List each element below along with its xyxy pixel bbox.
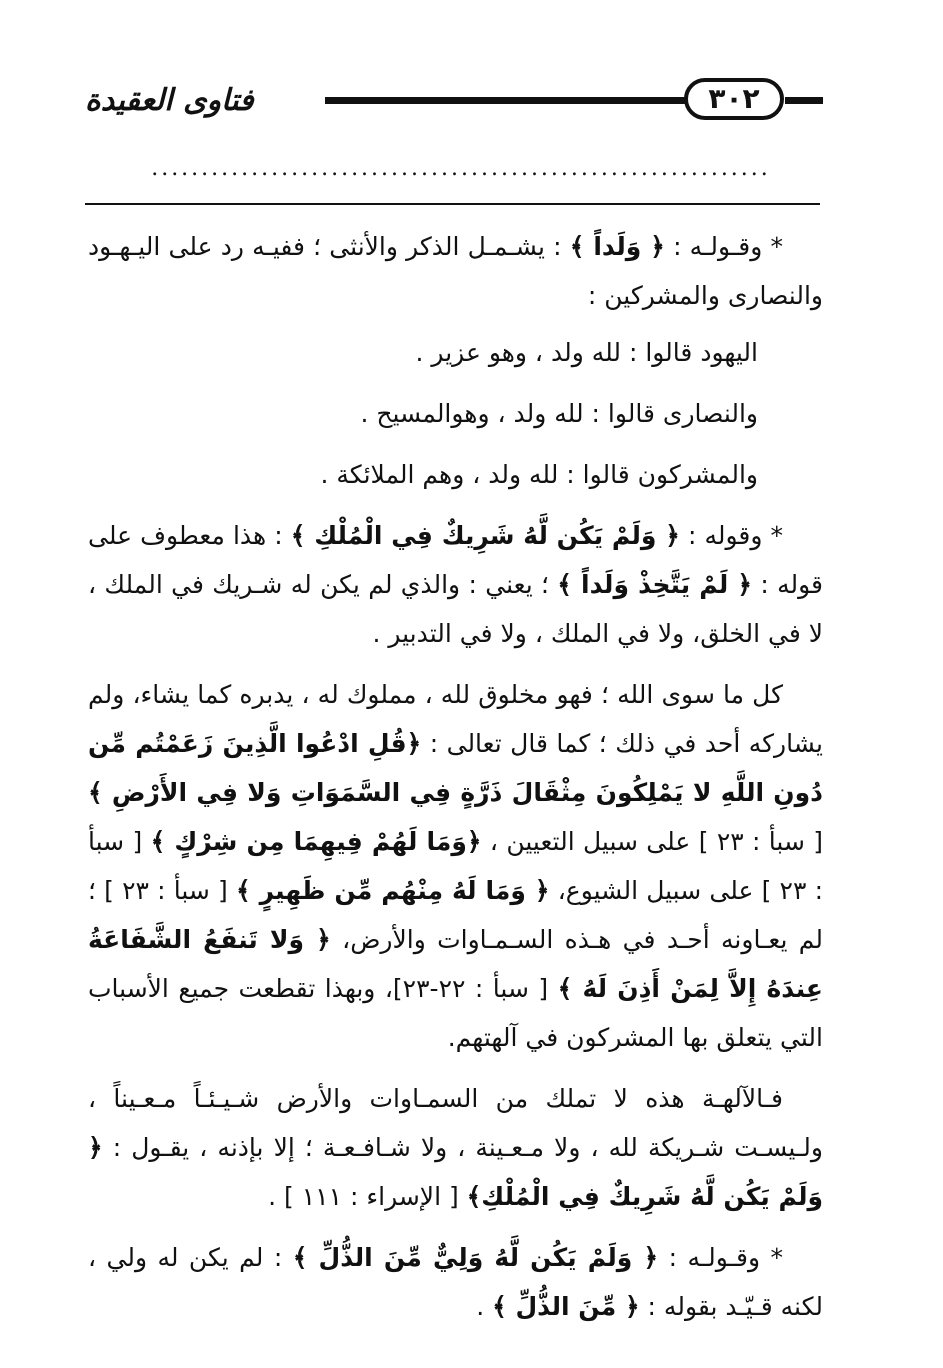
dotted-line: .............................................................. xyxy=(151,156,771,181)
text-segment: : لم يكن له ولي ، لكنه قـيّـد بقوله : xyxy=(88,1243,823,1321)
paragraph-sharik xyxy=(88,511,823,658)
text-segment: [ الإسراء : ١١١ ] . xyxy=(268,1182,467,1211)
text-segment: [ سبأ : ٢٢-٢٣]، وبهذا تقطعت جميع الأسباب التي يتعلق بها المشركون في آلهتهم. xyxy=(88,974,823,1052)
quran-quote: ﴿ وَلَمْ يَكُن لَّهُ وَلِيٌّ مِّنَ الذُّلِّ ﴾ xyxy=(292,1243,659,1272)
quran-quote: ﴿ وَلا تَنفَعُ الشَّفَاعَةُ عِندَهُ إِلاَّ لِمَنْ أَذِنَ لَهُ ﴾ xyxy=(88,925,824,1003)
quran-quote: ﴿قُلِ ادْعُوا الَّذِينَ زَعَمْتُم مِّن دُونِ اللَّهِ لا يَمْلِكُونَ مِثْقَالَ ذَرَّةٍ فِي السَّمَوَاتِ وَلا فِي الأَرْضِ ﴾ xyxy=(88,729,823,807)
quran-quote: ﴿ لَمْ يَتَّخِذْ وَلَداً ﴾ xyxy=(557,570,752,599)
header-rule-end xyxy=(785,97,823,104)
quran-quote: ﴿ مِّنَ الذُّلِّ ﴾ xyxy=(492,1292,640,1321)
text-segment: : يشـمـل الذكر والأنثى ؛ ففيـه رد على اليـهـود والنصارى والمشركين : xyxy=(88,232,823,310)
page-body xyxy=(88,222,823,1343)
text-segment: فـالآلهـة هذه لا تملك من السمـاوات والأرض شـيـئـاً مـعـيناً ، ولـيسـت شـريكة لله ، ولا مـعـينة ، ولا شـافـعـة ؛ إلا بإذنه ، يقـول : xyxy=(88,1084,823,1162)
text-segment: * وقـولـه : xyxy=(658,1243,783,1272)
text-segment: [ سبأ : ٢٣ ] ؛ لم يعـاونه أحـد في هـذه السـمـاوات والأرض، xyxy=(88,876,824,954)
text-segment: كل ما سوى الله ؛ فهو مخلوق لله ، مملوك له ، يدبره كما يشاء، ولم يشاركه أحد في ذلك ؛ كما قال تعالى : xyxy=(88,680,823,758)
quran-quote: ﴿ وَلَداً ﴾ xyxy=(569,232,665,261)
paragraph-wali xyxy=(88,1233,823,1331)
paragraph-aliha xyxy=(88,1074,823,1221)
quran-quote: ﴿ وَلَمْ يَكُن لَّهُ شَرِيكٌ فِي الْمُلْكِ﴾ xyxy=(88,1133,823,1211)
quran-quote: ﴿ وَمَا لَهُ مِنْهُم مِّن ظَهِيرٍ ﴾ xyxy=(236,876,550,905)
page-header xyxy=(85,78,823,128)
book-title: فتاوى العقيدة xyxy=(85,83,254,118)
paragraph-saba xyxy=(88,670,823,1062)
quran-quote: ﴿ وَلَمْ يَكُن لَّهُ شَرِيكٌ فِي الْمُلْكِ ﴾ xyxy=(290,521,680,550)
paragraph-walad xyxy=(88,222,823,320)
quran-quote: ﴿وَمَا لَهُمْ فِيهِمَا مِن شِرْكٍ ﴾ xyxy=(150,827,482,856)
text-segment: * وقـولـه : xyxy=(664,232,783,261)
list-item: والمشركون قالوا : لله ولد ، وهم الملائكة . xyxy=(320,460,758,489)
text-segment: [ سبأ : ٢٣ ] على سبيل التعيين ، xyxy=(481,827,824,856)
text-segment: * وقوله : xyxy=(679,521,783,550)
page-number: ٣٠٢ xyxy=(684,78,784,120)
list-item: والنصارى قالوا : لله ولد ، وهوالمسيح . xyxy=(360,399,758,428)
text-segment: [ سبأ : ٢٣ ] على سبيل الشيوع، xyxy=(88,827,824,905)
separator-line xyxy=(85,203,820,205)
list-item: اليهود قالوا : لله ولد ، وهو عزير . xyxy=(415,338,758,367)
text-segment: : هذا معطوف على قوله : xyxy=(88,521,824,599)
text-segment: . xyxy=(476,1292,493,1321)
text-segment: ؛ يعني : والذي لم يكن له شـريك في الملك ، لا في الخلق، ولا في الملك ، ولا في التدبير . xyxy=(88,570,823,648)
